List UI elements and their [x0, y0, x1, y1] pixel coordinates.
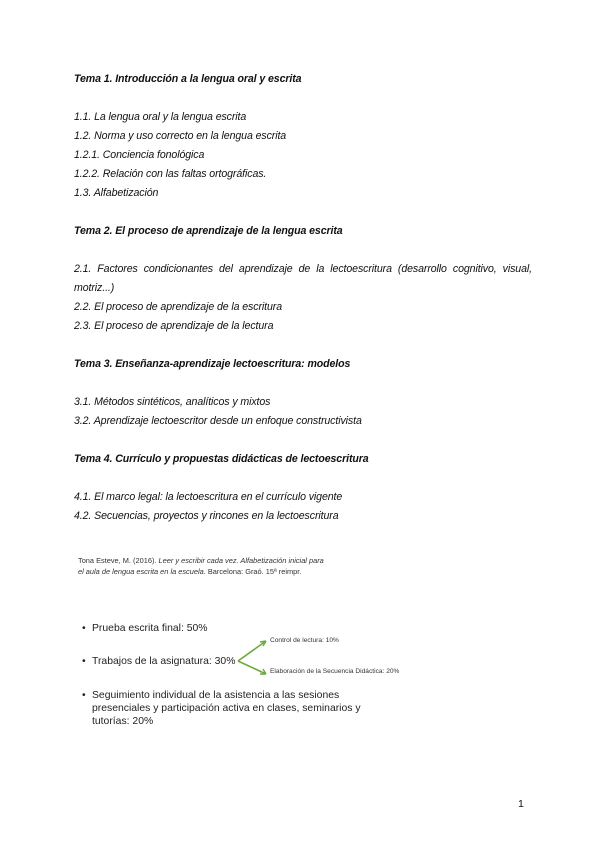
- page-number: 1: [518, 798, 524, 810]
- tema-4-title: Tema 4. Currículo y propuestas didácticas de lectoescritura: [74, 453, 369, 465]
- bullet-icon: •: [82, 656, 86, 667]
- followup-line: presenciales y participación activa en clases, seminarios y: [92, 703, 361, 714]
- arrow-up-icon: [238, 641, 266, 661]
- branch-arrows: [236, 636, 272, 678]
- control-lectura-label: Control de lectura: 10%: [270, 637, 339, 644]
- tema-1-title: Tema 1. Introducción a la lengua oral y escrita: [74, 73, 302, 85]
- secuencia-didactica-label: Elaboración de la Secuencia Didáctica: 20%: [270, 668, 400, 675]
- tema-4-item: 4.2. Secuencias, proyectos y rincones en la lectoescritura: [74, 510, 339, 522]
- tema-2-item: 2.3. El proceso de aprendizaje de la lectura: [74, 320, 274, 332]
- reference-title: Leer y escribir cada vez. Alfabetización inicial para el aula de lengua escrita en la escuela: [78, 556, 324, 576]
- exam-item: [82, 622, 208, 635]
- tema-3-item: 3.1. Métodos sintéticos, analíticos y mixtos: [74, 396, 271, 408]
- tema-3-item: 3.2. Aprendizaje lectoescritor desde un enfoque constructivista: [74, 415, 362, 427]
- tema-1-item: 1.2.2. Relación con las faltas ortográficas.: [74, 168, 267, 180]
- tema-2-item: 2.2. El proceso de aprendizaje de la escritura: [74, 301, 282, 313]
- exam-label: Prueba escrita final: 50%: [92, 623, 208, 634]
- tema-4-item: 4.1. El marco legal: la lectoescritura en el currículo vigente: [74, 491, 343, 503]
- tema-2-item: 2.1. Factores condicionantes del aprendizaje de la lectoescritura (desarrollo cognitivo, visual, motriz...): [74, 263, 532, 294]
- followup-item: [82, 689, 361, 728]
- bullet-icon: •: [82, 690, 86, 701]
- tema-1-item: 1.3. Alfabetización: [74, 187, 159, 199]
- tema-1-item: 1.2.1. Conciencia fonológica: [74, 149, 205, 161]
- bullet-icon: •: [82, 623, 86, 634]
- tema-1-item: 1.2. Norma y uso correcto en la lengua escrita: [74, 130, 287, 142]
- reference-authors: Tona Esteve, M. (2016).: [78, 556, 159, 565]
- arrow-down-icon: [238, 661, 266, 674]
- followup-line: tutorías: 20%: [92, 716, 154, 727]
- tema-3-title: Tema 3. Enseñanza-aprendizaje lectoescritura: modelos: [74, 358, 351, 370]
- tema-2-title: Tema 2. El proceso de aprendizaje de la lengua escrita: [74, 225, 343, 237]
- works-item: [82, 655, 235, 668]
- followup-line: Seguimiento individual de la asistencia a las sesiones: [92, 690, 340, 701]
- tema-1-item: 1.1. La lengua oral y la lengua escrita: [74, 111, 247, 123]
- reference-publisher: . Barcelona: Graó. 15ª reimpr.: [203, 566, 302, 576]
- works-label: Trabajos de la asignatura: 30%: [92, 656, 236, 667]
